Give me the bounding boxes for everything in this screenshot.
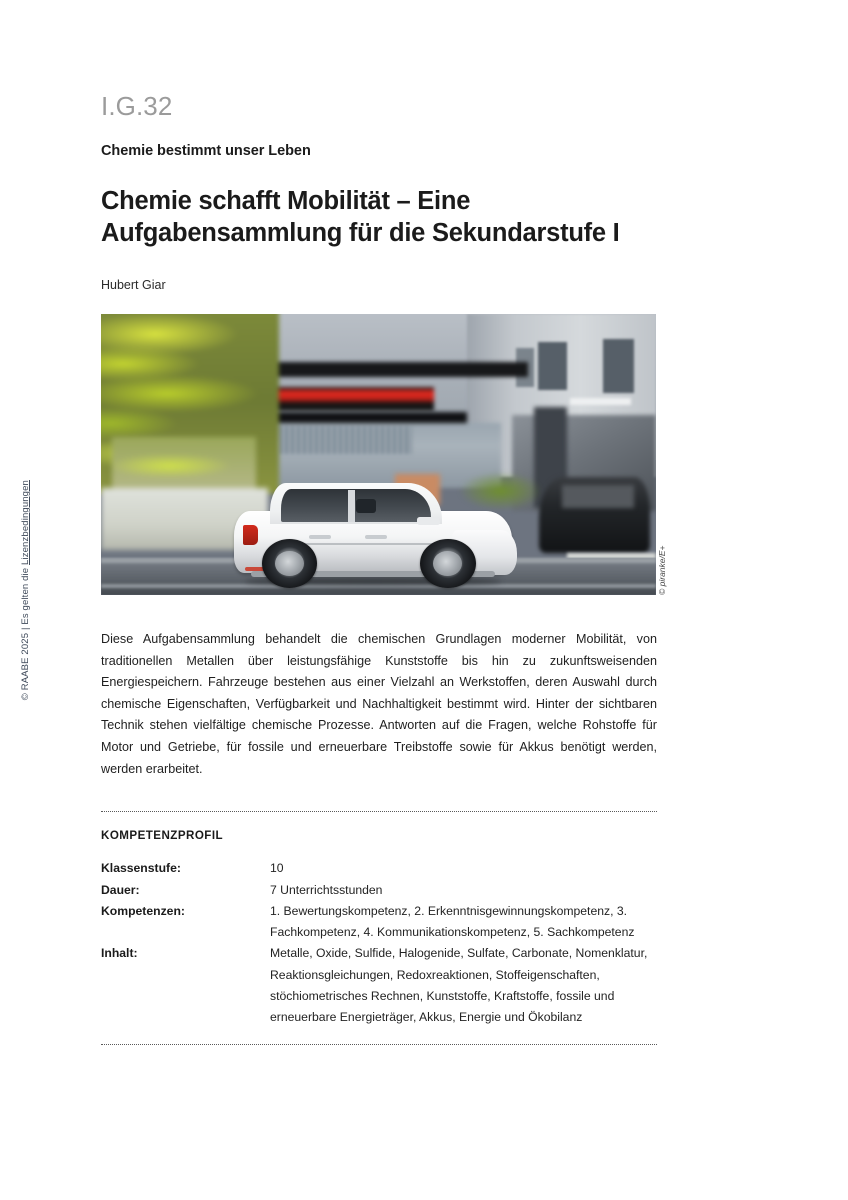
image-credit: © piranke/E+	[657, 545, 667, 595]
row-label-inhalt: Inhalt:	[101, 946, 138, 961]
license-rail	[0, 0, 96, 1200]
row-label-klassenstufe: Klassenstufe:	[101, 861, 181, 876]
page-content	[101, 0, 667, 1045]
hero-image-wrap	[101, 314, 667, 595]
car-b-pillar	[348, 490, 355, 522]
car-door-handle	[365, 535, 387, 539]
photo-window-sill	[570, 398, 631, 405]
license-link[interactable]: Lizenzbedingungen	[20, 480, 31, 565]
car-rear-wheel	[262, 539, 318, 588]
photo-dark-band	[268, 362, 529, 377]
table-row	[101, 858, 657, 879]
divider-bottom	[101, 1044, 657, 1045]
competency-profile-heading: KOMPETENZPROFIL	[101, 829, 224, 843]
row-label-kompetenzen: Kompetenzen:	[101, 903, 185, 918]
table-row	[101, 943, 657, 1028]
table-row	[101, 880, 657, 901]
row-value-kompetenzen: 1. Bewertungskompetenz, 2. Erkenntnisgewinnungskompetenz, 3. Fachkompetenz, 4. Kommunikationskompetenz, 5. Sachkompetenz	[270, 903, 635, 940]
row-value-klassenstufe: 10	[270, 861, 284, 876]
row-value-inhalt: Metalle, Oxide, Sulfide, Halogenide, Sulfate, Carbonate, Nomenklatur, Reaktionsgleichungen, Redoxreaktionen, Stoffeigenschaften, stöchiometrisches Rechnen, Kunststoffe, Kraftstoffe, fossile und erneuerbare Energieträger, Akkus, Energie und Ökobilanz	[270, 946, 648, 1024]
intro-paragraph: Diese Aufgabensammlung behandelt die chemischen Grundlagen moderner Mobilität, von traditionellen Metallen über leistungsfähige Kunststoffe bis hin zu zukunftsweisenden Energiespeichern. Fahrzeuge bestehen aus einer Vielzahl an Werkstoffen, deren Auswahl durch chemische Eigenschaften, Verfügbarkeit und Nachhaltigkeit bestimmt wird. Hinter der sichtbaren Technik stehen vielfältige chemische Prozesse. Antworten auf die Fragen, welche Rohstoffe für Motor und Getriebe, für fossile und erneuerbare Treibstoffe sowie für Akkus benötigt werden, werden erarbeitet.	[101, 631, 657, 776]
photo-white-car	[234, 477, 512, 584]
photo-background-car-window	[562, 485, 634, 507]
photo-window	[603, 339, 634, 392]
series-title: Chemie bestimmt unser Leben	[101, 142, 311, 159]
competency-profile-table	[101, 858, 657, 1028]
copyright-notice	[20, 480, 31, 700]
car-door-handle	[309, 535, 331, 539]
photo-window	[538, 342, 567, 390]
row-label-dauer: Dauer:	[101, 882, 140, 897]
car-taillight	[243, 525, 258, 545]
author-name: Hubert Giar	[101, 277, 166, 292]
photo-grate	[279, 426, 412, 454]
page-title: Chemie schafft Mobilität – Eine Aufgabensammlung für die Sekundarstufe I	[101, 186, 620, 248]
table-row	[101, 901, 657, 943]
car-front-wheel	[420, 539, 476, 588]
car-side-mirror	[417, 517, 439, 524]
divider-top	[101, 811, 657, 812]
car-door-line	[295, 543, 439, 545]
copyright-text: © RAABE 2025 | Es gelten die	[20, 564, 31, 701]
car-headrest	[356, 499, 375, 513]
row-value-dauer: 7 Unterrichtsstunden	[270, 882, 383, 897]
hero-image	[101, 314, 656, 595]
document-code: I.G.32	[101, 91, 173, 121]
